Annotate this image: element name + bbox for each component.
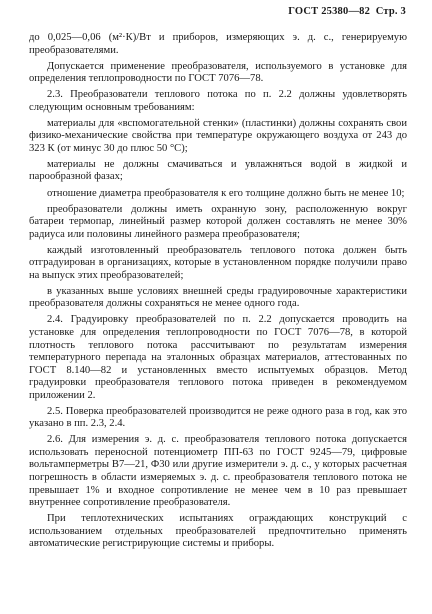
section-2-5: 2.5. Поверка преобразователей производится не реже одного раза в год, как это указано в пп. 2.3, 2.4.: [29, 405, 407, 430]
page-body: [29, 32, 407, 554]
standard-number: ГОСТ 25380—82: [288, 6, 371, 17]
section-2-4: 2.4. Градуировку преобразователей по п. 2.2 допускается проводить на установке для определения теплопроводности по ГОСТ 7076—78, в которой плотность теплового потока рассчитывают по результатам измерения температурного перепада на эталонных образцах материалов, аттестованных по ГОСТ 8.140—82 и установленных вместо испытуемых образцов. Метод градуировки преобразователя теплового потока приведен в рекомендуемом приложении 2.: [29, 314, 407, 401]
section-2-3: 2.3. Преобразователи теплового потока по п. 2.2 должны удовлетворять следующим основным требованиям:: [29, 89, 407, 113]
requirement-item: преобразователи должны иметь охранную зону, расположенную вокруг батареи термопар, линейный размер которой должен составлять не менее 30% радиуса или половины линейного размера преобразователя;: [29, 203, 407, 240]
paragraph: При теплотехнических испытаниях ограждающих конструкций с использованием отдельных преобразователей предпочтительно применять автоматические регистрирующие системы и приборы.: [29, 513, 407, 550]
requirement-item: каждый изготовленный преобразователь теплового потока должен быть отградуирован в организациях, которые в установленном порядке получили право на выпуск этих преобразователей;: [29, 244, 407, 281]
requirement-item: в указанных выше условиях внешней среды градуировочные характеристики преобразователя должны сохраняться не менее одного года.: [29, 285, 407, 310]
paragraph: до 0,025—0,06 (м²·К)/Вт и приборов, измеряющих э. д. с., генерируемую преобразователями.: [29, 32, 407, 56]
paragraph: Допускается применение преобразователя, используемого в установке для определения теплопроводности по ГОСТ 7076—78.: [29, 60, 407, 85]
page-header: [288, 6, 406, 17]
requirement-item: отношение диаметра преобразователя к его толщине должно быть не менее 10;: [47, 187, 405, 199]
page-number: Стр. 3: [375, 6, 406, 17]
section-2-6: 2.6. Для измерения э. д. с. преобразователя теплового потока допускается использовать переносной потенциометр ПП-63 по ГОСТ 9245—79, цифровые вольтамперметры В7—21, Ф30 или другие измерители э. д. с., у которых расчетная погрешность в области измеряемых э. д. с. преобразователя теплового потока не превышает 1% и входное сопротивление не менее чем в 10 раз превышает внутреннее сопротивление преобразователя.: [29, 434, 407, 509]
requirement-item: материалы для «вспомогательной стенки» (пластинки) должны сохранять свои физико-механические свойства при температуре окружающего воздуха от 243 до 323 К (от минус 30 до плюс 50 °С);: [29, 117, 407, 154]
requirement-item: материалы не должны смачиваться и увлажняться водой в жидкой и парообразной фазах;: [29, 158, 407, 183]
